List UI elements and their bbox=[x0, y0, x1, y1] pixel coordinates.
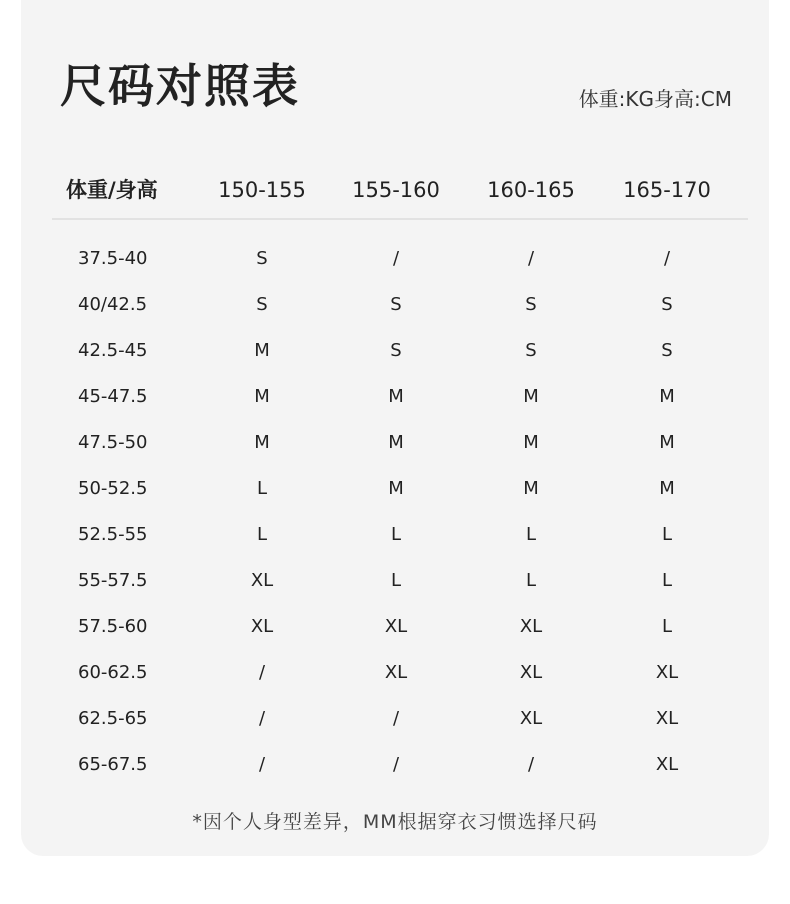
size-cell: L bbox=[390, 524, 402, 545]
size-cell: L bbox=[525, 570, 537, 591]
size-cell: XL bbox=[519, 616, 543, 637]
header-height-150-155: 150-155 bbox=[218, 178, 306, 202]
size-cell: M bbox=[254, 340, 270, 361]
size-cell: / bbox=[663, 248, 671, 269]
size-cell: / bbox=[392, 248, 400, 269]
table-row bbox=[0, 420, 790, 466]
row-weight-range: 37.5-40 bbox=[78, 248, 148, 269]
size-cell: XL bbox=[655, 662, 679, 683]
size-cell: S bbox=[661, 294, 673, 315]
size-cell: M bbox=[523, 478, 539, 499]
row-weight-range: 60-62.5 bbox=[78, 662, 148, 683]
size-cell: S bbox=[390, 340, 402, 361]
header-height-155-160: 155-160 bbox=[352, 178, 440, 202]
size-cell: / bbox=[258, 708, 266, 729]
size-cell: M bbox=[254, 386, 270, 407]
size-cell: M bbox=[523, 432, 539, 453]
table-row bbox=[0, 466, 790, 512]
size-cell: XL bbox=[250, 570, 274, 591]
table-row bbox=[0, 512, 790, 558]
size-cell: / bbox=[392, 708, 400, 729]
size-cell: S bbox=[661, 340, 673, 361]
size-cell: L bbox=[256, 524, 268, 545]
header-height-165-170: 165-170 bbox=[623, 178, 711, 202]
size-cell: S bbox=[256, 294, 268, 315]
size-cell: M bbox=[659, 386, 675, 407]
size-cell: XL bbox=[519, 708, 543, 729]
table-row bbox=[0, 696, 790, 742]
size-cell: S bbox=[525, 340, 537, 361]
page-title: 尺码对照表 bbox=[60, 59, 300, 113]
table-header-row bbox=[0, 170, 790, 210]
size-cell: M bbox=[388, 478, 404, 499]
size-cell: / bbox=[392, 754, 400, 775]
size-cell: L bbox=[390, 570, 402, 591]
table-row bbox=[0, 374, 790, 420]
header-height-160-165: 160-165 bbox=[487, 178, 575, 202]
size-cell: L bbox=[661, 570, 673, 591]
header-divider bbox=[52, 218, 748, 220]
size-cell: / bbox=[258, 662, 266, 683]
size-cell: XL bbox=[519, 662, 543, 683]
footnote: *因个人身型差异，MM根据穿衣习惯选择尺码 bbox=[192, 811, 598, 833]
row-weight-range: 57.5-60 bbox=[78, 616, 148, 637]
size-cell: M bbox=[659, 478, 675, 499]
size-cell: / bbox=[258, 754, 266, 775]
size-cell: S bbox=[390, 294, 402, 315]
size-cell: L bbox=[525, 524, 537, 545]
size-cell: L bbox=[661, 524, 673, 545]
row-weight-range: 40/42.5 bbox=[78, 294, 148, 315]
size-cell: M bbox=[388, 386, 404, 407]
header-weight-height: 体重/身高 bbox=[66, 178, 158, 202]
size-cell: XL bbox=[250, 616, 274, 637]
size-cell: / bbox=[527, 754, 535, 775]
size-cell: L bbox=[661, 616, 673, 637]
size-cell: XL bbox=[655, 754, 679, 775]
size-table-body bbox=[0, 236, 790, 788]
size-cell: S bbox=[256, 248, 268, 269]
table-row bbox=[0, 650, 790, 696]
row-weight-range: 55-57.5 bbox=[78, 570, 148, 591]
table-row bbox=[0, 604, 790, 650]
row-weight-range: 47.5-50 bbox=[78, 432, 148, 453]
row-weight-range: 62.5-65 bbox=[78, 708, 148, 729]
size-cell: M bbox=[523, 386, 539, 407]
size-cell: M bbox=[388, 432, 404, 453]
row-weight-range: 52.5-55 bbox=[78, 524, 148, 545]
row-weight-range: 65-67.5 bbox=[78, 754, 148, 775]
size-cell: XL bbox=[384, 662, 408, 683]
table-row bbox=[0, 282, 790, 328]
size-cell: M bbox=[254, 432, 270, 453]
size-cell: XL bbox=[655, 708, 679, 729]
table-row bbox=[0, 558, 790, 604]
unit-note: 体重:KG身高:CM bbox=[578, 87, 732, 111]
table-row bbox=[0, 328, 790, 374]
row-weight-range: 45-47.5 bbox=[78, 386, 148, 407]
table-row bbox=[0, 742, 790, 788]
row-weight-range: 42.5-45 bbox=[78, 340, 148, 361]
size-cell: M bbox=[659, 432, 675, 453]
row-weight-range: 50-52.5 bbox=[78, 478, 148, 499]
size-cell: S bbox=[525, 294, 537, 315]
size-cell: / bbox=[527, 248, 535, 269]
table-row bbox=[0, 236, 790, 282]
size-cell: XL bbox=[384, 616, 408, 637]
size-cell: L bbox=[256, 478, 268, 499]
